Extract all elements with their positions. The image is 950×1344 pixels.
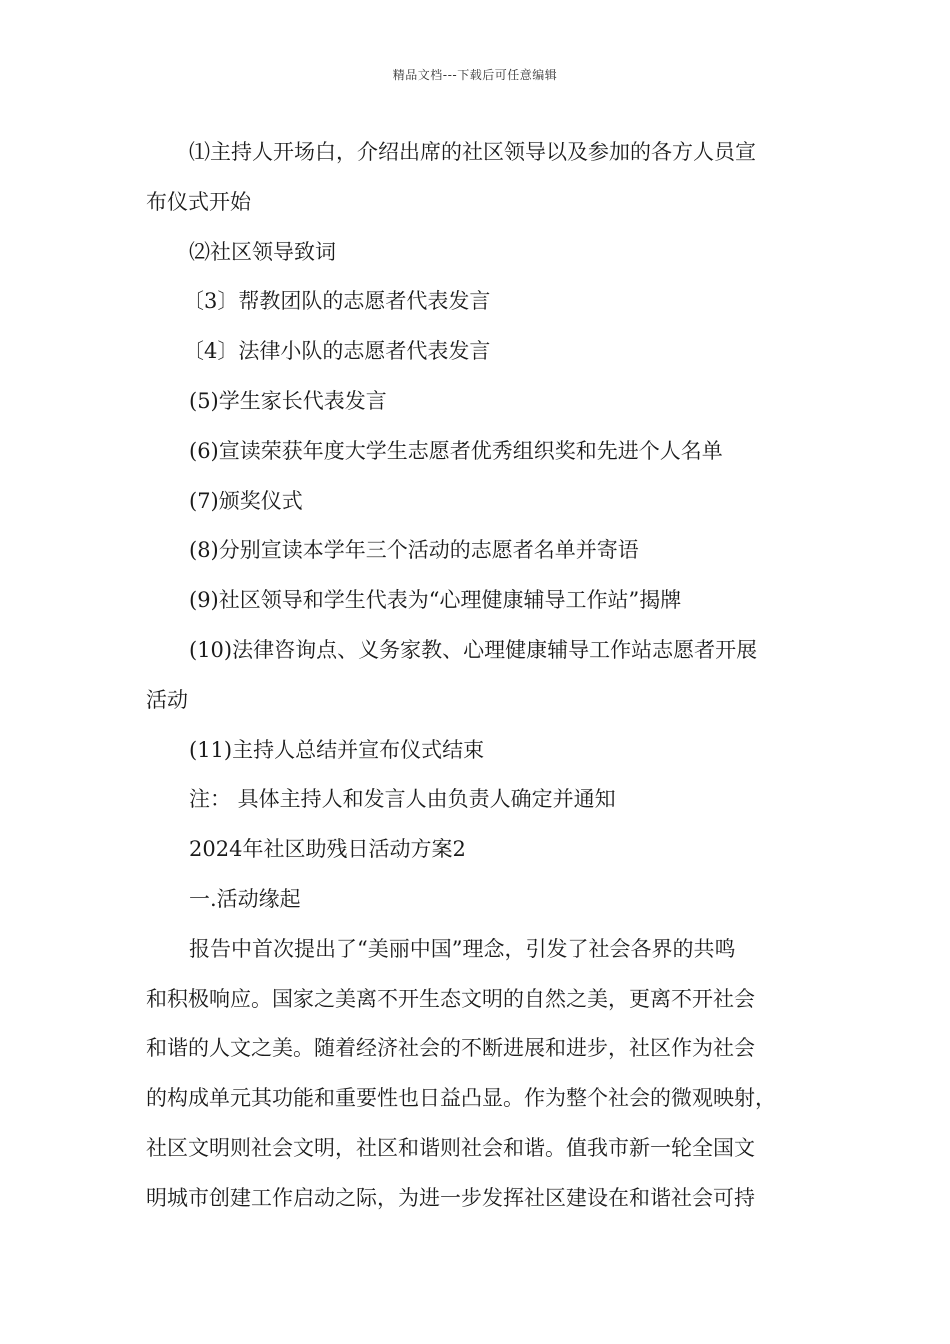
paragraph-line: 报告中首次提出了“美丽中国”理念，引发了社会各界的共鸣 xyxy=(189,936,736,961)
paragraph-line: ⑴主持人开场白，介绍出席的社区领导以及参加的各方人员宣 xyxy=(189,140,756,164)
list-item: 〔3〕帮教团队的志愿者代表发言 xyxy=(183,289,491,314)
list-item: ⑵社区领导致词 xyxy=(189,239,336,264)
paragraph-line: 和积极响应。国家之美离不开生态文明的自然之美，更离不开社会 xyxy=(146,986,755,1011)
list-item: (6)宣读荣获年度大学生志愿者优秀组织奖和先进个人名单 xyxy=(189,438,723,463)
document-body xyxy=(146,128,814,1224)
paragraph-line: 的构成单元其功能和重要性也日益凸显。作为整个社会的微观映射， xyxy=(146,1086,776,1111)
list-item: (8)分别宣读本学年三个活动的志愿者名单并寄语 xyxy=(189,538,639,563)
list-item: 〔4〕法律小队的志愿者代表发言 xyxy=(183,339,491,364)
paragraph-line: 明城市创建工作启动之际，为进一步发挥社区建设在和谐社会可持 xyxy=(146,1185,755,1210)
list-item: (5)学生家长代表发言 xyxy=(189,388,387,413)
list-item: (9)社区领导和学生代表为“心理健康辅导工作站”揭牌 xyxy=(189,588,682,613)
list-item: (11)主持人总结并宣布仪式结束 xyxy=(189,737,485,762)
section-heading: 一.活动缘起 xyxy=(189,886,301,911)
list-item: (10)法律咨询点、义务家教、心理健康辅导工作站志愿者开展 xyxy=(189,637,758,662)
page-header: 精品文档---下载后可任意编辑 xyxy=(392,68,558,82)
paragraph-line: 社区文明则社会文明，社区和谐则社会和谐。值我市新一轮全国文 xyxy=(146,1135,755,1160)
paragraph-line: 布仪式开始 xyxy=(146,189,251,214)
paragraph-line: 和谐的人文之美。随着经济社会的不断进展和进步，社区作为社会 xyxy=(146,1036,755,1061)
paragraph-line: 活动 xyxy=(146,687,188,712)
list-item: (7)颁奖仪式 xyxy=(189,488,303,513)
note-line: 注： 具体主持人和发言人由负责人确定并通知 xyxy=(189,787,616,812)
section-title: 2024年社区助残日活动方案2 xyxy=(189,837,466,862)
